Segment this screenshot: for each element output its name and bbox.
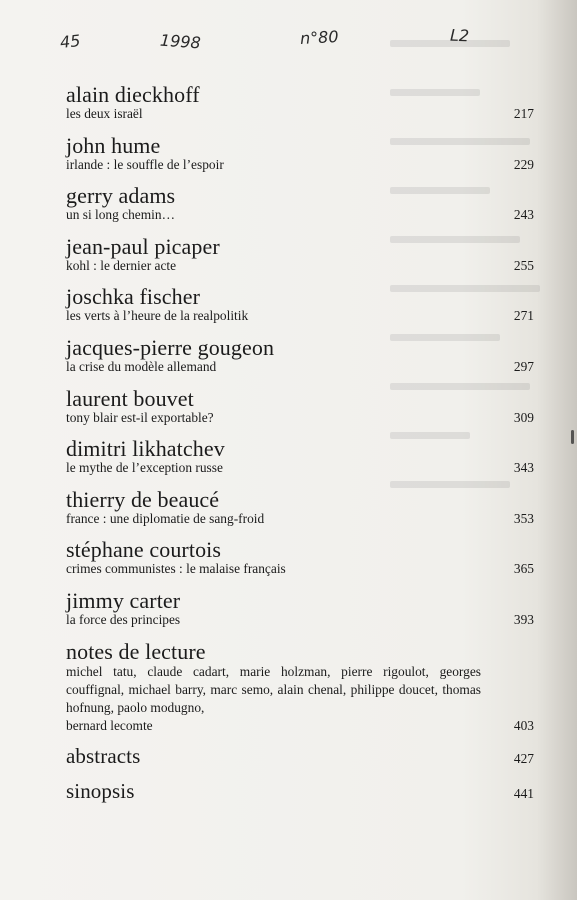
toc-entry-abstracts xyxy=(66,744,534,768)
notes-contributors: michel tatu, claude cadart, marie holzman, pierre rigoulot, georges couffignal, michael barry, marc semo, alain chenal, philippe doucet, thomas hofnung, paolo modugno, xyxy=(66,663,481,715)
entry-title: les deux israël xyxy=(66,106,143,121)
entry-author: laurent bouvet xyxy=(66,385,194,411)
entry-title: les verts à l’heure de la realpolitik xyxy=(66,308,249,324)
entry-author: john hume xyxy=(66,132,161,158)
entry-title-row xyxy=(66,460,534,475)
entry-author: stéphane courtois xyxy=(66,537,222,563)
entry-title-row xyxy=(66,258,534,273)
entry-author: alain dieckhoff xyxy=(66,82,200,107)
table-of-contents xyxy=(66,84,534,803)
toc-entry xyxy=(66,587,534,641)
entry-title-row xyxy=(66,359,534,374)
entry-title: le mythe de l’exception russe xyxy=(66,460,223,476)
entry-page: 297 xyxy=(513,358,534,374)
notes-last-row xyxy=(66,717,534,735)
toc-entry xyxy=(66,334,534,388)
entry-page: 309 xyxy=(513,409,534,425)
entry-author: jean-paul picaper xyxy=(66,233,220,259)
toc-entry xyxy=(66,185,534,236)
handwritten-note: 45 xyxy=(59,30,82,53)
toc-entry xyxy=(66,539,534,590)
toc-entry xyxy=(66,233,534,287)
entry-title-row xyxy=(66,207,534,222)
entry-title: crimes communistes : le malaise français xyxy=(66,561,286,577)
entry-title: un si long chemin… xyxy=(66,207,175,223)
entry-title-row xyxy=(66,561,534,576)
entry-title: kohl : le dernier acte xyxy=(66,257,177,273)
entry-page: 271 xyxy=(513,308,534,324)
entry-author: jimmy carter xyxy=(66,587,181,613)
entry-author: jacques-pierre gougeon xyxy=(66,334,275,360)
entry-author: joschka fischer xyxy=(66,284,201,310)
toc-entry-sinopsis xyxy=(66,779,534,803)
entry-page: 353 xyxy=(513,510,534,526)
entry-page: 217 xyxy=(513,106,534,121)
entry-author: gerry adams xyxy=(66,183,176,209)
entry-title: france : une diplomatie de sang-froid xyxy=(66,510,265,526)
toc-entry xyxy=(66,385,534,439)
entry-page: 243 xyxy=(513,207,534,223)
entry-title-row xyxy=(66,106,534,121)
entry-title: tony blair est-il exportable? xyxy=(66,409,214,425)
handwritten-notes xyxy=(0,22,577,62)
entry-page: 255 xyxy=(513,257,534,273)
entry-author: thierry de beaucé xyxy=(66,486,220,512)
entry-title-row xyxy=(66,157,534,172)
entry-author: dimitri likhatchev xyxy=(66,436,225,462)
entry-title: la crise du modèle allemand xyxy=(66,358,217,374)
toc-entry xyxy=(66,132,534,186)
toc-entry-notes xyxy=(66,638,534,735)
entry-title: la force des principes xyxy=(66,611,181,627)
sinopsis-label: sinopsis xyxy=(66,778,135,803)
entry-title-row xyxy=(66,308,534,323)
handwritten-note: L2 xyxy=(449,25,470,46)
entry-page: 441 xyxy=(513,785,534,801)
toc-entry xyxy=(66,84,534,135)
entry-page: 427 xyxy=(513,750,534,766)
toc-entry xyxy=(66,486,534,540)
entry-page: 393 xyxy=(513,611,534,627)
entry-page: 343 xyxy=(513,460,534,476)
toc-entry xyxy=(66,438,534,489)
handwritten-note: n°80 xyxy=(299,27,339,48)
entry-title-row xyxy=(66,410,534,425)
entry-title-row xyxy=(66,612,534,627)
notes-last-contributor: bernard lecomte xyxy=(66,717,153,733)
entry-page: 229 xyxy=(513,156,534,172)
entry-page: 403 xyxy=(513,717,534,733)
handwritten-note: 1998 xyxy=(159,30,202,53)
entry-page: 365 xyxy=(513,561,534,577)
notes-heading: notes de lecture xyxy=(66,638,206,664)
entry-title: irlande : le souffle de l’espoir xyxy=(66,156,224,172)
entry-title-row xyxy=(66,511,534,526)
toc-entry xyxy=(66,286,534,337)
page-edge-mark xyxy=(571,430,574,444)
abstracts-label: abstracts xyxy=(66,743,141,768)
